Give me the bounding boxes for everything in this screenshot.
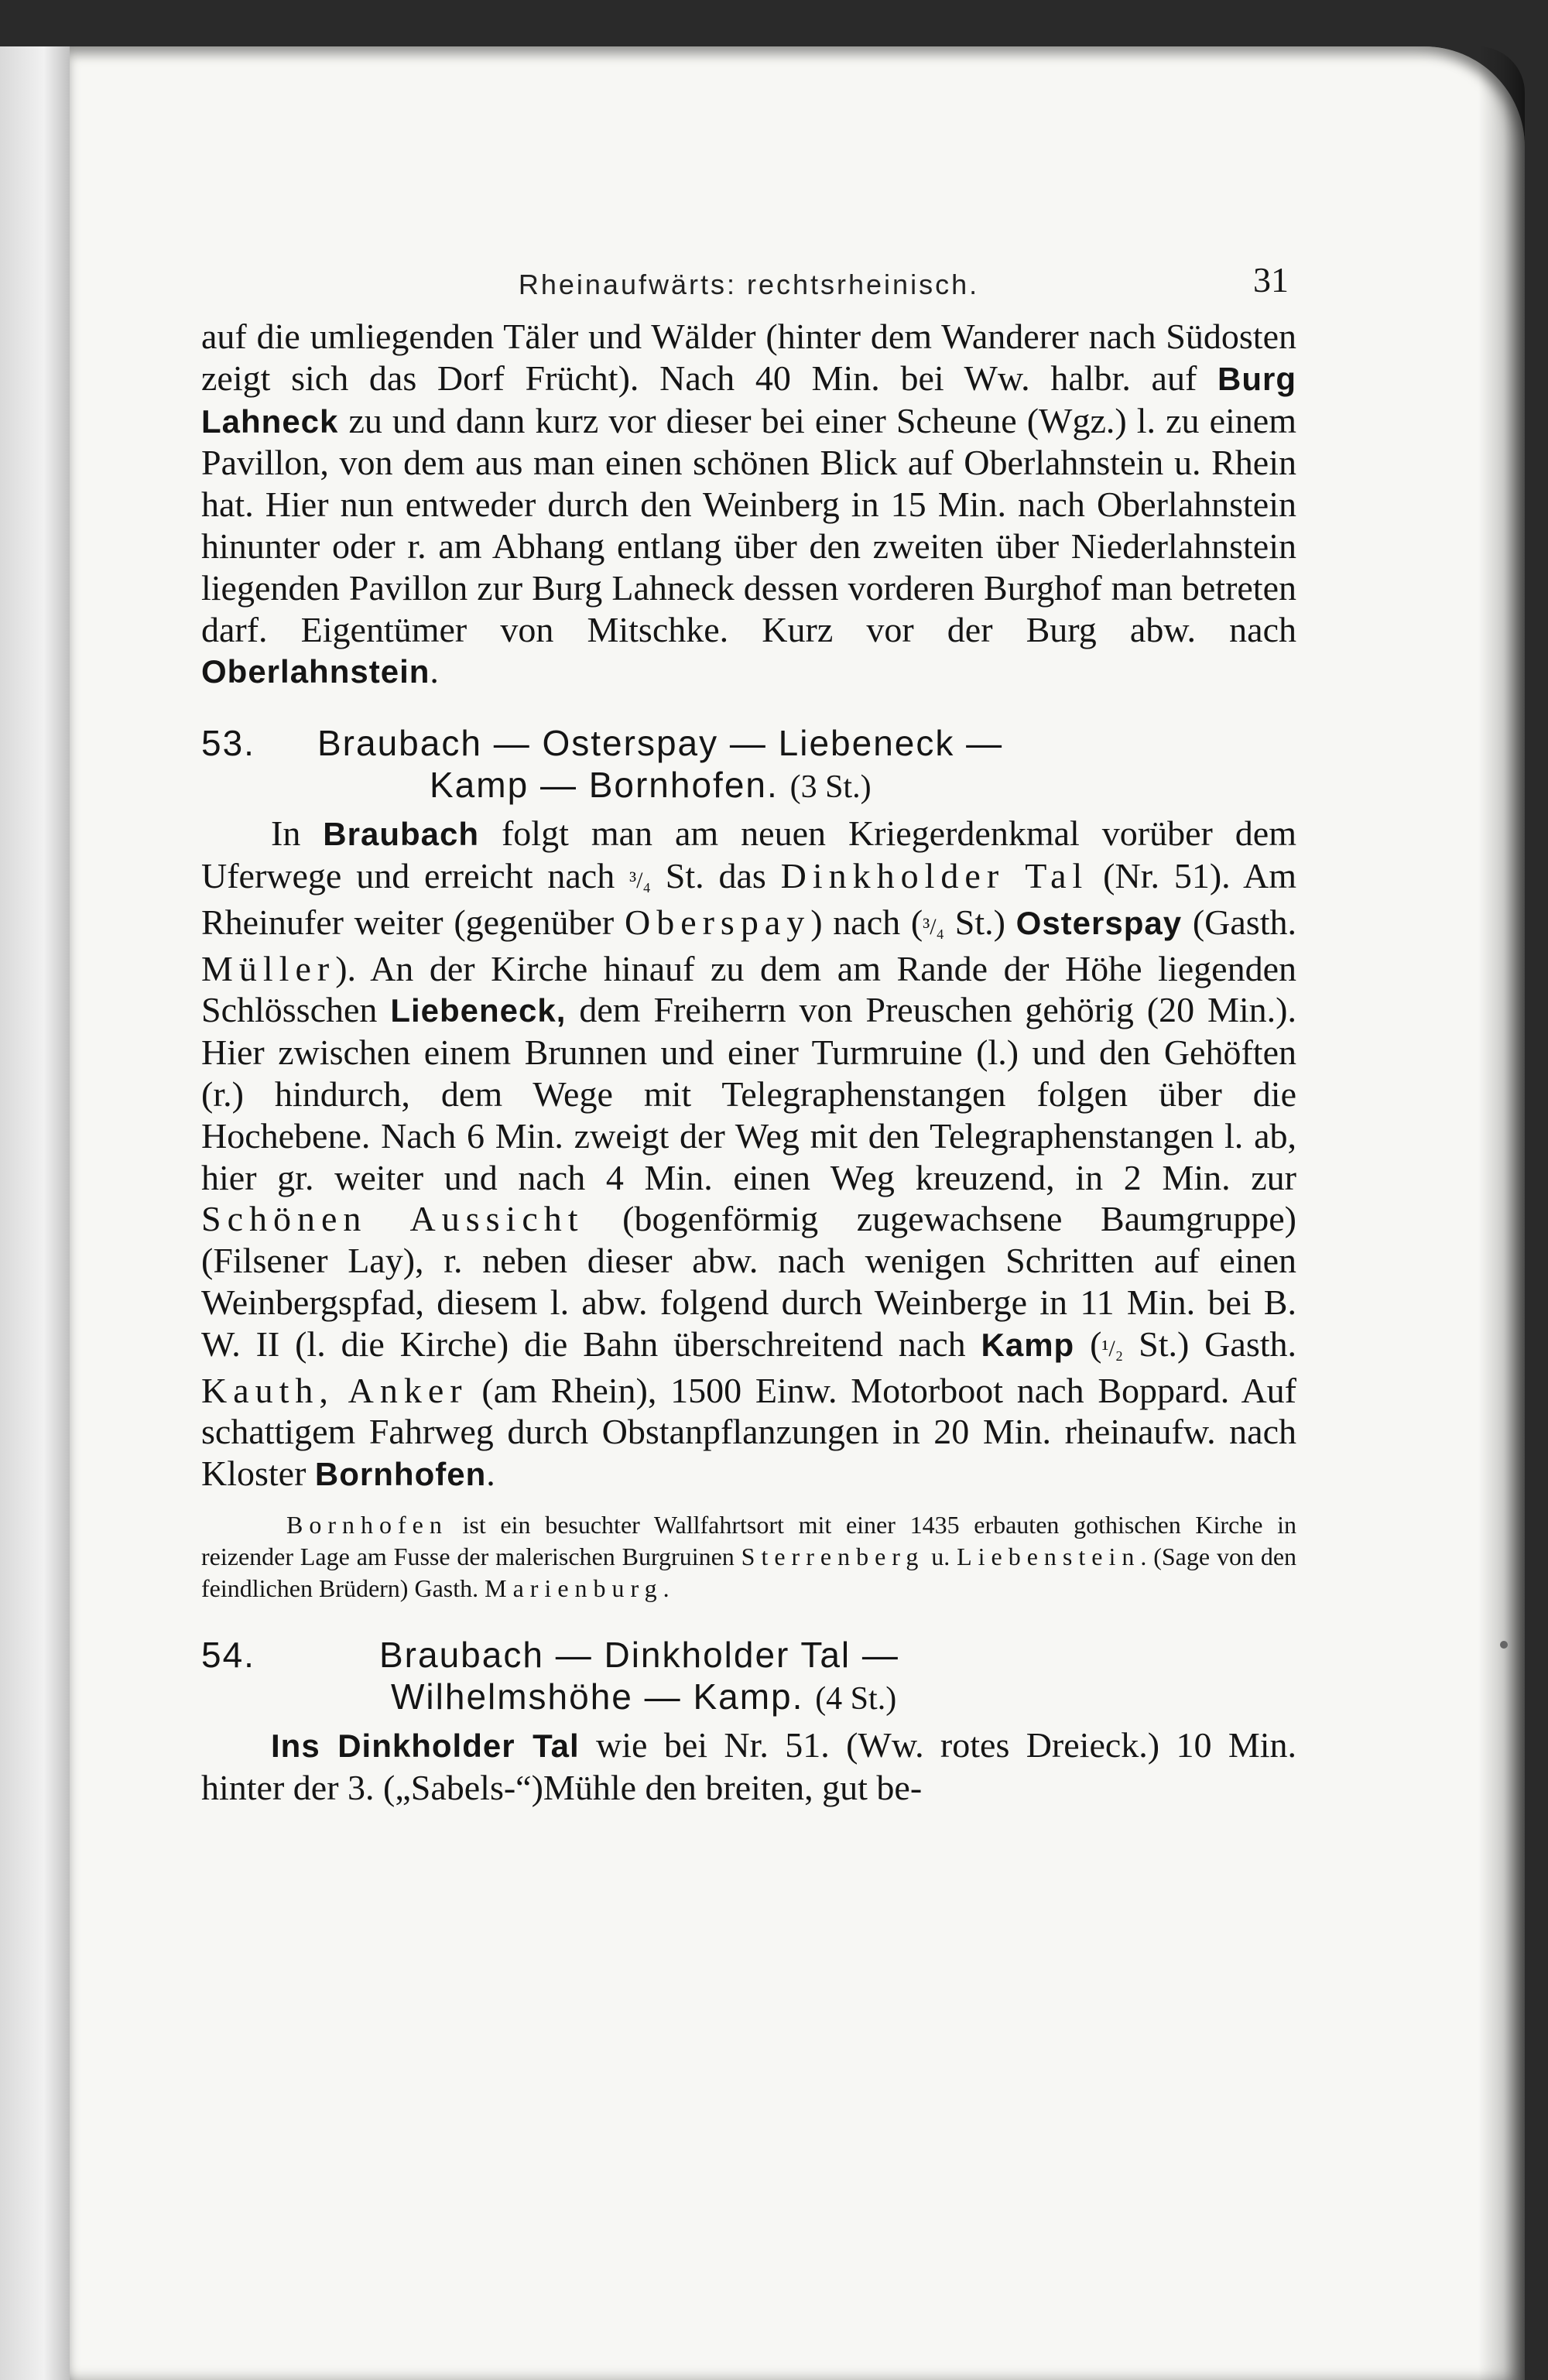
place-kamp: Kamp	[981, 1326, 1075, 1363]
section-54-title-line2: Wilhelmshöhe — Kamp.	[391, 1676, 804, 1717]
page-number: 31	[1253, 260, 1289, 300]
section-53-duration: (3 St.)	[789, 769, 872, 806]
place-braubach: Braubach	[323, 816, 480, 853]
section-54-number: 54.	[201, 1634, 255, 1675]
page-curl-shadow	[1478, 46, 1525, 2380]
place-liebeneck: Liebeneck,	[390, 992, 567, 1029]
running-head	[201, 262, 1296, 316]
section-53-note: Bornhofen ist ein besuchter Wallfahrtsort mit einer 1435 erbauten gothischen Kirche in reizender Lage am Fusse der malerischen Burgruinen Sterrenberg u. Liebenstein. (Sage von den feindlichen Brüdern) Gasth. Marienburg.	[201, 1510, 1297, 1602]
running-head-title: Rheinaufwärts: rechtsrheinisch.	[518, 269, 980, 300]
page-content	[201, 262, 1296, 1809]
section-54-paragraph: Ins Dinkholder Tal wie bei Nr. 51. (Ww. rotes Dreieck.) 10 Min. hinter der 3. („Sabels-“)Mühle den breiten, gut be-	[201, 1724, 1297, 1807]
section-54-title-line1: Braubach — Dinkholder Tal —	[379, 1634, 899, 1675]
place-burg-lahneck: Burg Lahneck	[201, 360, 1296, 440]
section-53-paragraph: In Braubach folgt man am neuen Kriegerdenkmal vorüber dem Uferwege und erreicht nach ³/₄ St. das Dinkholder Tal (Nr. 51). Am Rheinufer weiter (gegenüber Oberspay) nach (³/₄ St.) Osterspay (Gasth. Müller). An der Kirche hinauf zu dem am Rande der Höhe liegenden Schlösschen Liebeneck, dem Freiherrn von Preuschen gehörig (20 Min.). Hier zwischen einem Brunnen und einer Turmruine (l.) und den Gehöften (r.) hindurch, dem Wege mit Telegraphenstangen folgen über die Hochebene. Nach 6 Min. zweigt der Weg mit den Telegraphenstangen l. ab, hier gr. weiter und nach 4 Min. einen Weg kreuzend, in 2 Min. zur Schönen Aussicht (bogenförmig zugewachsene Baumgruppe) (Filsener Lay), r. neben dieser abw. nach wenigen Schritten auf einen Weinbergspfad, diesem l. abw. folgend durch Weinberge in 11 Min. bei B. W. II (l. die Kirche) die Bahn überschreitend nach Kamp (¹/₂ St.) Gasth. Kauth, Anker (am Rhein), 1500 Einw. Motorboot nach Boppard. Auf schattigem Fahrweg durch Obstanpflanzungen in 20 Min. rheinaufw. nach Kloster Bornhofen.	[201, 813, 1296, 1494]
page-edge-strip	[0, 46, 78, 2380]
section-54-duration: (4 St.)	[815, 1680, 897, 1717]
place-osterspay: Osterspay	[1015, 904, 1183, 941]
intro-paragraph: auf die umliegenden Täler und Wälder (hinter dem Wanderer nach Südosten zeigt sich das Dorf Frücht). Nach 40 Min. bei Ww. halbr. auf Burg Lahneck zu und dann kurz vor dieser bei einer Scheune (Wgz.) l. zu einem Pavillon, von dem aus man einen schönen Blick auf Oberlahnstein u. Rhein hat. Hier nun entweder durch den Weinberg in 15 Min. nach Oberlahnstein hinunter oder r. am Abhang entlang über den zweiten über Niederlahnstein liegenden Pavillon zur Burg Lahneck dessen vorderen Burghof man betreten darf. Eigentümer von Mitschke. Kurz vor der Burg abw. nach Oberlahnstein.	[201, 317, 1296, 691]
section-53-title-line2: Kamp — Bornhofen.	[430, 765, 779, 806]
speck	[1500, 1641, 1508, 1649]
place-bornhofen: Bornhofen	[314, 1456, 487, 1493]
place-oberlahnstein: Oberlahnstein	[201, 653, 430, 690]
section-53-number: 53.	[201, 723, 255, 764]
section-53-title-line1: Braubach — Osterspay — Liebeneck —	[317, 723, 1004, 764]
place-dinkholder-tal: Ins Dinkholder Tal	[271, 1727, 580, 1764]
section-53-heading	[201, 722, 1296, 808]
section-54-heading	[201, 1634, 1296, 1720]
